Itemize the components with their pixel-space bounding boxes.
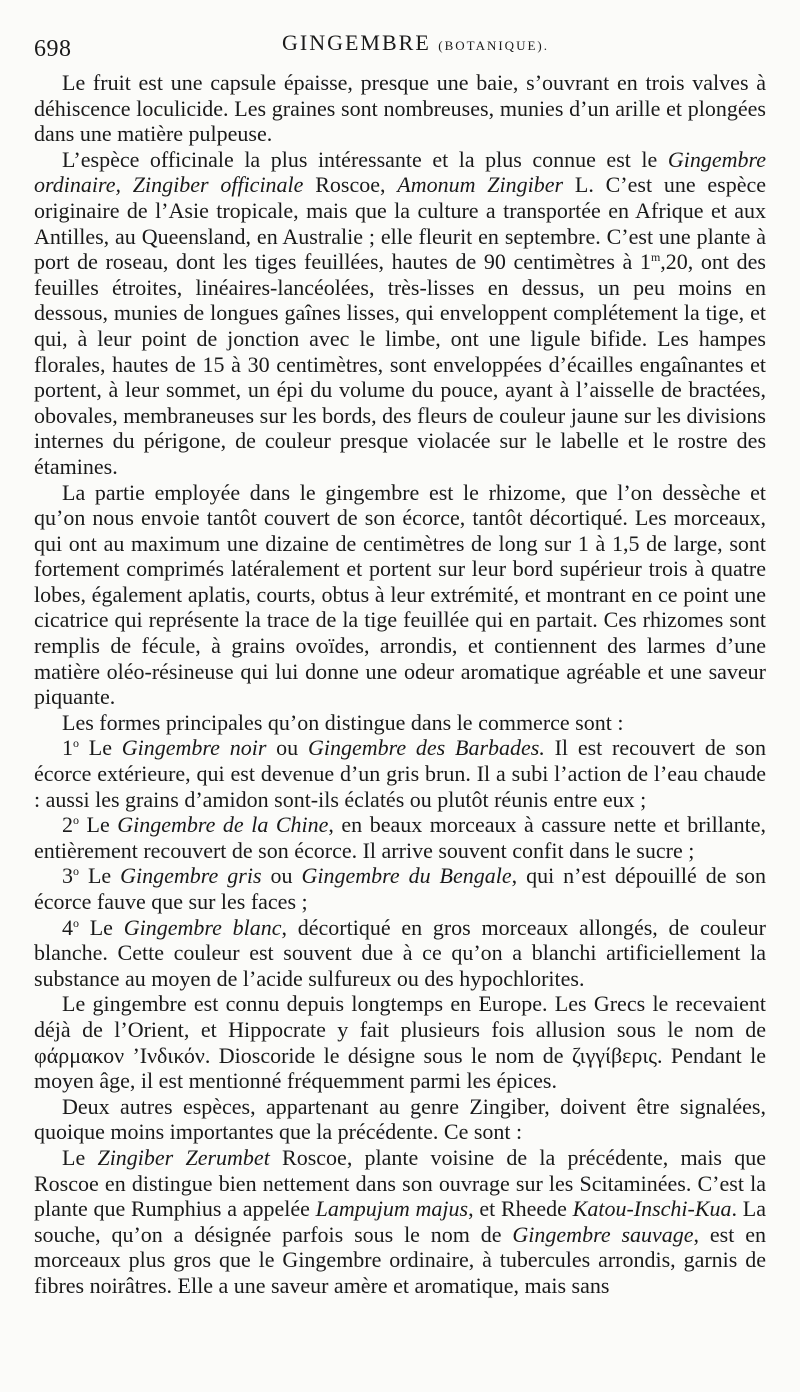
running-title-main: GINGEMBRE [282,30,431,55]
text-run: , est en morceaux plus gros que le Gingembre ordinaire, à tubercules arrondis, garnis de fibres noirâtres. Elle a une saveur amère et aromatique, mais sans [34,1221,766,1298]
body-text [34,70,766,1299]
italic-text: Gingembre ordinaire, Zingiber officinale [34,146,766,198]
superscript: o [73,864,79,879]
paragraph-p4 [34,710,766,736]
running-title-subtitle: (BOTANIQUE). [438,38,549,53]
text-run: Le [79,735,122,761]
italic-text: Gingembre noir [121,735,267,761]
text-run: ou [266,735,308,761]
text-run: , qui n’est dépouillé de son écorce fauve que sur les faces ; [34,863,767,914]
paragraph-p7 [34,863,766,914]
italic-text: Lampujum majus [315,1196,469,1222]
text-run: , en beaux morceaux à cassure nette et brillante, entièrement recouvert de son écorce. Il arrive souvent confit dans le sucre ; [34,812,766,863]
italic-text: Gingembre blanc [123,914,282,940]
text-run: 4 [62,914,73,940]
text-run: , et Rheede [468,1196,573,1222]
text-run: , décortiqué en gros morceaux allongés, de couleur blanche. Cette couleur est souvent due à ce qu’on a blanchi artificiellement la substance au moyen de l’acide sulfureux ou des hypochlorites. [34,914,767,991]
paragraph-p9 [34,991,766,1093]
superscript: o [73,736,79,751]
paragraph-p11 [34,1145,766,1299]
italic-text: Zingiber Zerumbet [97,1144,270,1170]
text-run: ,20, ont des feuilles étroites, linéaires-lancéolées, très-lisses en dessus, un peu moins en dessous, munies de longues gaînes lisses, qui enveloppent complétement la tige, et qui, à leur point de jonction avec le limbe, ont une ligule bifide. Les hampes florales, hautes de 15 à 30 centimètres, sont enveloppées d’écailles engaînantes et portent, à leur sommet, un épi du volume du pouce, ayant à l’aisselle de bractées, obovales, membraneuses sur les bords, des fleurs de couleur jaune sur les divisions internes du périgone, de couleur presque violacée sur le labelle et le rostre des étamines. [34,249,766,479]
text-run: Le gingembre est connu depuis longtemps en Europe. Les Grecs le recevaient déjà de l’Orient, et Hippocrate y fait plusieurs fois allusion sous le nom de φάρμακον ’Ινδικόν. Dioscoride le désigne sous le nom de ζιγγίβερις. Pendant le moyen âge, il est mentionné fréquemment parmi les épices. [34,991,766,1094]
text-run: Roscoe, [303,172,398,198]
page-number: 698 [34,36,72,62]
text-run: Le [79,863,121,889]
text-run: Le [62,1144,98,1170]
text-run: 1 [62,735,73,761]
italic-text: Gingembre sauvage [512,1221,694,1247]
text-run: 3 [62,863,73,889]
text-run: Les formes principales qu’on distingue dans le commerce sont : [62,709,624,735]
text-run: Le fruit est une capsule épaisse, presque une baie, s’ouvrant en trois valves à déhiscence loculicide. Les graines sont nombreuses, munies d’un arille et plongées dans une matière pulpeuse. [34,70,766,147]
superscript: o [73,915,79,930]
italic-text: Gingembre de la Chine [117,812,329,838]
paragraph-p2 [34,147,766,480]
text-run: . La souche, qu’on a désignée parfois sous le nom de [34,1196,766,1247]
italic-text: Amonum Zingiber [397,172,564,198]
text-run: Deux autres espèces, appartenant au genre Zingiber, doivent être signalées, quoique moins importantes que la précédente. Ce sont : [34,1093,766,1145]
paragraph-p5 [34,735,766,812]
italic-text: Katou-Inschi-Kua [572,1196,732,1222]
text-run: Roscoe, plante voisine de la précédente, mais que Roscoe en distingue bien nettement dans son ouvrage sur les Scitaminées. C’est la plante que Rumphius a appelée [34,1144,767,1222]
paragraph-p8 [34,915,766,992]
superscript: m [650,250,661,265]
text-run: L. C’est une espèce originaire de l’Asie tropicale, mais que la culture a transportée en Afrique et aux Antilles, au Queensland, en Australie ; elle fleurit en septembre. C’est une plante à port de roseau, dont les tiges feuillées, hautes de 90 centimètres à 1 [34,172,767,275]
italic-text: Gingembre des Barbades. [307,735,545,761]
paragraph-p10 [34,1094,766,1145]
italic-text: Gingembre gris [120,863,262,889]
paragraph-p1 [34,70,766,147]
text-run: Le [79,914,124,940]
text-run: Le [79,812,118,838]
superscript: o [73,813,79,828]
text-run: La partie employée dans le gingembre est le rhizome, que l’on dessèche et qu’on nous envoie tantôt couvert de son écorce, tantôt décortiqué. Les morceaux, qui ont au maximum une dizaine de centimètres de long sur 1 à 1,5 de large, sont fortement comprimés latéralement et portent sur leur bord supérieur trois à quatre lobes, également aplatis, courts, obtus à leur extrémité, et montrant en ce point une cicatrice qui représente la trace de la tige feuillée qui en partait. Ces rhizomes sont remplis de fécule, à grains ovoïdes, arrondis, et contiennent des larmes d’une matière oléo-résineuse qui lui donne une odeur aromatique agréable et une saveur piquante. [34,479,766,710]
paragraph-p3 [34,480,766,710]
text-run: 2 [62,812,73,838]
page-header [0,0,800,70]
text-run: L’espèce officinale la plus intéressante et la plus connue est le [62,146,668,172]
text-run: ou [261,863,302,889]
running-title [282,30,549,56]
text-run: Il est recouvert de son écorce extérieure, qui est devenue d’un gris brun. Il a subi l’action de l’eau chaude : aussi les grains d’amidon sont-ils éclatés ou plutôt réunis entre eux ; [34,735,766,812]
paragraph-p6 [34,812,766,863]
italic-text: Gingembre du Bengale [301,863,512,889]
